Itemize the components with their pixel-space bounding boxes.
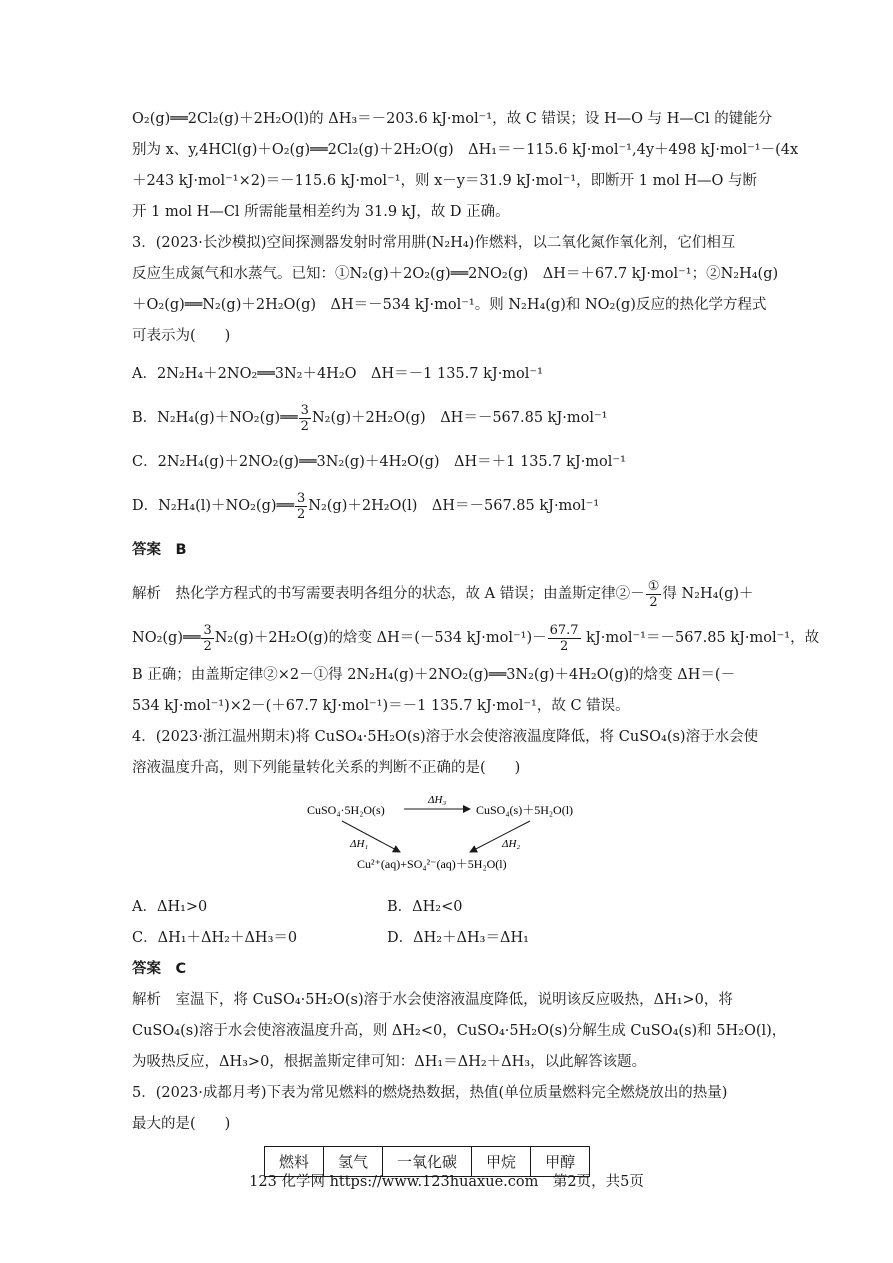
fraction-denominator: 2 bbox=[296, 506, 306, 522]
fraction-numerator: 3 bbox=[203, 622, 212, 638]
fraction bbox=[295, 491, 307, 522]
diagram-bottom: Cu²⁺(aq)+SO₄²⁻(aq)＋5H₂O(l) bbox=[357, 857, 507, 871]
analysis-line bbox=[132, 572, 772, 616]
question-4-stem: 4．(2023·浙江温州期末)将 CuSO₄·5H₂O(s)溶于水会使溶液温度降低，将 CuSO₄(s)溶于水会使 bbox=[132, 729, 759, 745]
question-3-stem: ＋O₂(g)══N₂(g)＋2H₂O(g) ΔH＝－534 kJ·mol⁻¹。则 N₂H₄(g)和 NO₂(g)反应的热化学方程式 bbox=[132, 297, 767, 313]
fraction bbox=[201, 623, 213, 654]
fraction-denominator: 2 bbox=[649, 594, 658, 610]
question-3-stem: 可表示为( ) bbox=[132, 328, 231, 344]
question-3-stem: 3．(2023·长沙模拟)空间探测器发射时常用肼(N₂H₄)作燃料，以二氧化氮作氧化剂，它们相互 bbox=[132, 235, 736, 251]
fraction-numerator: ① bbox=[647, 578, 660, 594]
label-h2: ΔH₂ bbox=[502, 838, 521, 850]
option-a: A．2N₂H₄＋2NO₂══3N₂＋4H₂O ΔH＝－1 135.7 kJ·mol⁻¹ bbox=[132, 366, 543, 382]
table-header-cell: 甲醇 bbox=[531, 1147, 590, 1177]
option-b-pre: B．N₂H₄(g)＋NO₂(g)══ bbox=[132, 410, 298, 426]
options-row bbox=[132, 892, 772, 923]
option-d: D．ΔH₂＋ΔH₃＝ΔH₁ bbox=[387, 930, 529, 946]
options-row bbox=[132, 923, 772, 954]
question-4-stem: 溶液温度升高，则下列能量转化关系的判断不正确的是( ) bbox=[132, 760, 521, 776]
option-d-pre: D．N₂H₄(l)＋NO₂(g)══ bbox=[132, 498, 294, 514]
energy-cycle-diagram bbox=[132, 792, 772, 890]
option-b: B．ΔH₂<0 bbox=[387, 899, 463, 915]
analysis-line: 534 kJ·mol⁻¹)×2－(＋67.7 kJ·mol⁻¹)＝－1 135.7 kJ·mol⁻¹，故 C 错误。 bbox=[132, 698, 630, 714]
fraction-numerator: 3 bbox=[300, 402, 309, 418]
table-header-cell: 燃料 bbox=[265, 1147, 324, 1177]
energy-cycle-svg bbox=[132, 792, 772, 890]
text-line: 开 1 mol H—Cl 所需能量相差约为 31.9 kJ，故 D 正确。 bbox=[132, 204, 510, 220]
analysis-line: 解析 室温下，将 CuSO₄·5H₂O(s)溶于水会使溶液温度降低，说明该反应吸热，ΔH₁>0，将 bbox=[132, 992, 733, 1008]
fraction bbox=[299, 403, 311, 434]
label-h1: ΔH₁ bbox=[350, 838, 369, 850]
analysis-text: kJ·mol⁻¹＝－567.85 kJ·mol⁻¹，故 bbox=[581, 630, 820, 646]
question-5-stem: 5．(2023·成都月考)下表为常见燃料的燃烧热数据，热值(单位质量燃料完全燃烧放出的热量) bbox=[132, 1085, 728, 1101]
fraction-denominator: 2 bbox=[559, 638, 569, 654]
fraction-denominator: 2 bbox=[300, 418, 309, 434]
option-a: A．ΔH₁>0 bbox=[132, 899, 208, 915]
page-footer: 123 化学网 https://www.123huaxue.com 第2页，共5页 bbox=[249, 1174, 644, 1190]
text-line: 别为 x、y,4HCl(g)＋O₂(g)══2Cl₂(g)＋2H₂O(g) ΔH₁＝－115.6 kJ·mol⁻¹,4y＋498 kJ·mol⁻¹－(4x bbox=[132, 142, 799, 158]
option-d bbox=[132, 484, 772, 528]
arrow-h2 bbox=[470, 821, 530, 852]
analysis-text: NO₂(g)══ bbox=[132, 630, 201, 646]
analysis-text: 得 N₂H₄(g)＋ bbox=[662, 586, 754, 602]
fraction-numerator: 3 bbox=[296, 490, 306, 506]
text-line: ＋243 kJ·mol⁻¹×2)＝－115.6 kJ·mol⁻¹，则 x－y＝31.9 kJ·mol⁻¹，即断开 1 mol H—O 与断 bbox=[132, 173, 757, 189]
diagram-left: CuSO₄·5H₂O(s) bbox=[307, 803, 385, 817]
table-header-cell: 氢气 bbox=[324, 1147, 383, 1177]
fraction bbox=[646, 579, 662, 610]
fraction-numerator: 67.7 bbox=[549, 622, 579, 638]
analysis-text: 解析 热化学方程式的书写需要表明各组分的状态，故 A 错误；由盖斯定律②－ bbox=[132, 586, 645, 602]
table-header-cell: 一氧化碳 bbox=[383, 1147, 472, 1177]
option-d-post: N₂(g)＋2H₂O(l) ΔH＝－567.85 kJ·mol⁻¹ bbox=[308, 498, 600, 514]
text-line: O₂(g)══2Cl₂(g)＋2H₂O(l)的 ΔH₃＝－203.6 kJ·mol⁻¹，故 C 错误；设 H—O 与 H—Cl 的键能分 bbox=[132, 111, 773, 127]
question-5-stem: 最大的是( ) bbox=[132, 1116, 231, 1132]
answer-label: 答案 C bbox=[132, 961, 187, 977]
diagram-right: CuSO₄(s)＋5H₂O(l) bbox=[476, 803, 574, 817]
option-b bbox=[132, 396, 772, 440]
analysis-text: N₂(g)＋2H₂O(g)的焓变 ΔH＝(－534 kJ·mol⁻¹)－ bbox=[214, 630, 547, 646]
analysis-line: CuSO₄(s)溶于水会使溶液温度升高，则 ΔH₂<0，CuSO₄·5H₂O(s)分解生成 CuSO₄(s)和 5H₂O(l)， bbox=[132, 1023, 787, 1039]
fraction bbox=[548, 623, 581, 654]
option-c: C．2N₂H₄(g)＋2NO₂(g)══3N₂(g)＋4H₂O(g) ΔH＝＋1 135.7 kJ·mol⁻¹ bbox=[132, 454, 626, 470]
fraction-denominator: 2 bbox=[203, 638, 212, 654]
analysis-line: B 正确；由盖斯定律②×2－①得 2N₂H₄(g)＋2NO₂(g)══3N₂(g)＋4H₂O(g)的焓变 ΔH＝(－ bbox=[132, 667, 736, 683]
label-h3: ΔH₃ bbox=[428, 794, 447, 806]
option-c: C．ΔH₁＋ΔH₂＋ΔH₃＝0 bbox=[132, 930, 298, 946]
page-content bbox=[132, 104, 820, 1177]
answer-label: 答案 B bbox=[132, 542, 187, 558]
table-header-cell: 甲烷 bbox=[472, 1147, 531, 1177]
question-3-stem: 反应生成氮气和水蒸气。已知：①N₂(g)＋2O₂(g)══2NO₂(g) ΔH＝＋67.7 kJ·mol⁻¹；②N₂H₄(g) bbox=[132, 266, 779, 282]
analysis-line: 为吸热反应，ΔH₃>0，根据盖斯定律可知：ΔH₁＝ΔH₂＋ΔH₃，以此解答该题。 bbox=[132, 1054, 647, 1070]
analysis-line bbox=[132, 616, 820, 660]
option-b-post: N₂(g)＋2H₂O(g) ΔH＝－567.85 kJ·mol⁻¹ bbox=[311, 410, 608, 426]
